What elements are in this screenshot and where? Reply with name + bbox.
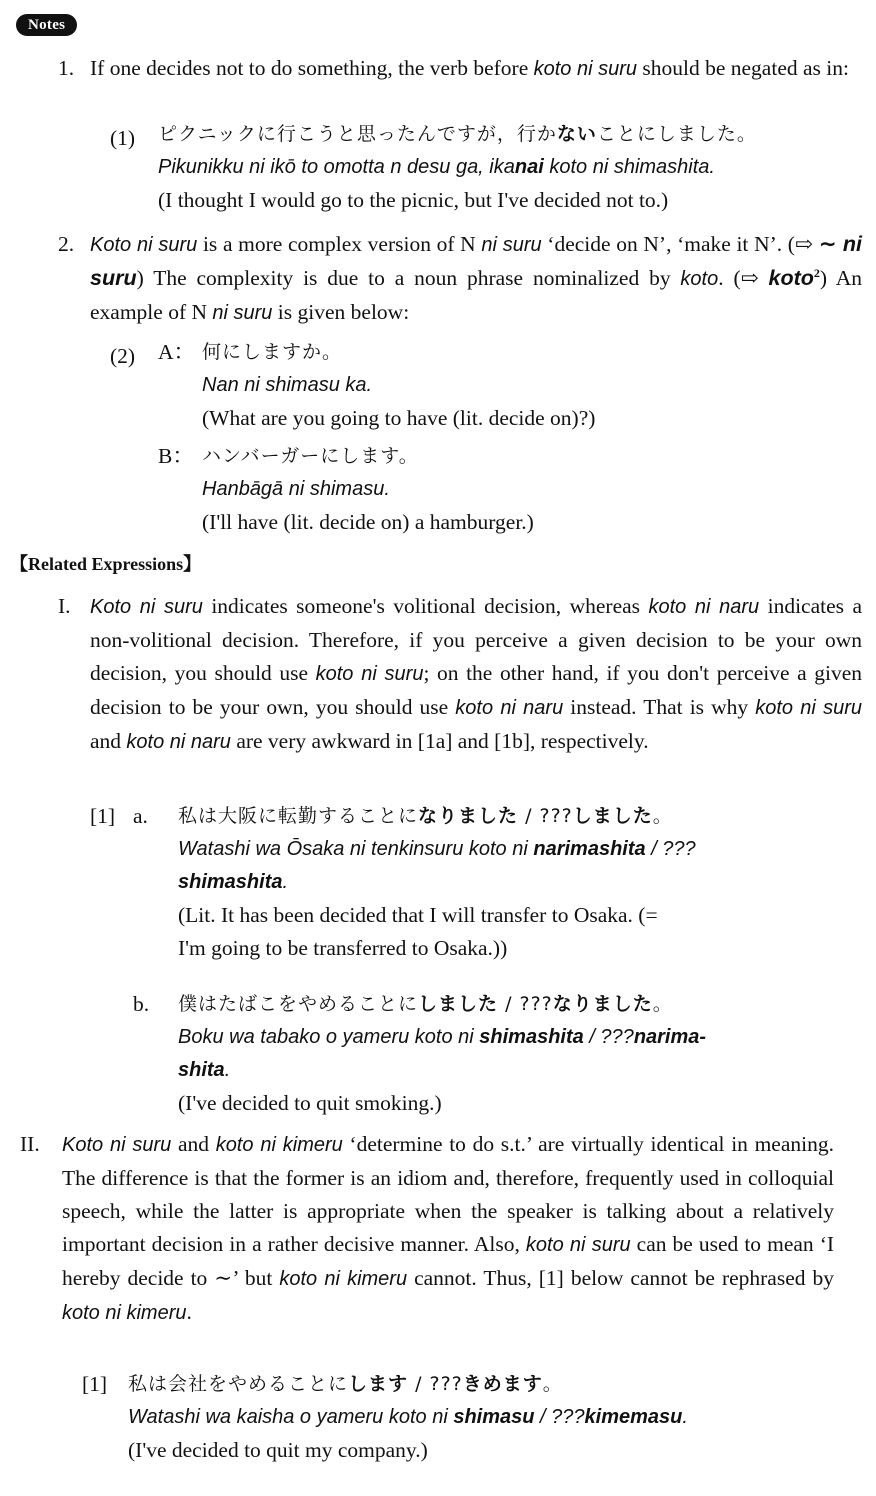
note-2-text: Koto ni suru is a more complex version of N ni suru ‘decide on N’, ‘make it N’. (⇨ ∼ ni suru) The complexity is due to a noun phrase nominalized by koto. (⇨ koto$^2$) An example of N ni suru is given below: <box>90 232 862 324</box>
example-2-number: (2) <box>110 344 136 368</box>
related-1-example-a-label: a. <box>133 804 148 828</box>
related-2-number: II. <box>20 1132 40 1156</box>
related-1-b-romaji-cont: shita. <box>178 1059 231 1081</box>
related-1-text: Koto ni suru indicates someone's volitional decision, whereas koto ni naru indicates a non-volitional decision. Therefore, if you perceive a given decision to be your own decision, you should use koto ni suru; on the other hand, if you don't perceive a given decision to be your own, you should use koto ni naru instead. That is why koto ni suru and koto ni naru are very awkward in [1a] and [1b], respectively. <box>90 594 863 753</box>
example-2-a <box>202 336 862 435</box>
related-1-a-english-2: I'm going to be transferred to Osaka.)) <box>178 936 508 960</box>
related-1-b-english: (I've decided to quit smoking.) <box>178 1091 442 1115</box>
example-1-number: (1) <box>110 126 136 150</box>
related-1-example-number: [1] <box>90 804 116 828</box>
note-1-text-b: should be negated as in: <box>637 56 849 80</box>
related-1-a-japanese: 私は大阪に転勤することになりました / ???しました。 <box>178 805 673 827</box>
note-1-text <box>90 52 862 86</box>
related-2-example-number: [1] <box>82 1372 108 1396</box>
note-2-number: 2. <box>58 232 75 256</box>
related-1-a-english-1: (Lit. It has been decided that I will transfer to Osaka. (= <box>178 903 658 927</box>
example-1-romaji: Pikunikku ni ikō to omotta n desu ga, ikanai koto ni shimashita. <box>158 156 715 178</box>
related-1-example-a <box>178 800 862 965</box>
note-1-text-a: If one decides not to do something, the verb before <box>90 56 534 80</box>
note-1-term: koto ni suru <box>533 58 637 80</box>
example-2-a-english: (What are you going to have (lit. decide on)?) <box>202 406 596 430</box>
example-2-a-romaji: Nan ni shimasu ka. <box>202 374 373 396</box>
related-2-japanese: 私は会社をやめることにします / ???きめます。 <box>128 1373 563 1395</box>
example-2-b-japanese: ハンバーガーにします。 <box>202 445 419 467</box>
related-2-example <box>128 1368 862 1467</box>
related-1-a-romaji-cont: shimashita. <box>178 871 289 893</box>
example-1-english: (I thought I would go to the picnic, but I've decided not to.) <box>158 188 669 212</box>
related-1-number: I. <box>58 594 71 618</box>
example-1-japanese: ピクニックに行こうと思ったんですが，行かないことにしました。 <box>158 123 757 145</box>
note-1-number: 1. <box>58 56 75 80</box>
related-1-b-japanese: 僕はたばこをやめることにしました / ???なりました。 <box>178 993 673 1015</box>
related-1-a-romaji: Watashi wa Ōsaka ni tenkinsuru koto ni narimashita / ??? <box>178 838 696 860</box>
related-2-english: (I've decided to quit my company.) <box>128 1438 428 1462</box>
related-2-romaji: Watashi wa kaisha o yameru koto ni shimasu / ???kimemasu. <box>128 1406 688 1428</box>
related-1-example-b-label: b. <box>133 992 150 1016</box>
example-2-b <box>202 440 862 539</box>
related-1-example-b <box>178 988 862 1120</box>
related-expressions-heading: 【Related Expressions】 <box>10 554 202 574</box>
example-1 <box>158 118 868 217</box>
example-2-a-japanese: 何にしますか。 <box>202 341 343 363</box>
example-2-b-english: (I'll have (lit. decide on) a hamburger.) <box>202 510 534 534</box>
notes-badge: Notes <box>16 14 77 36</box>
example-2-b-romaji: Hanbāgā ni shimasu. <box>202 478 390 500</box>
related-1-b-romaji: Boku wa tabako o yameru koto ni shimashita / ???narima- <box>178 1026 707 1048</box>
example-2-b-label: B： <box>158 444 194 468</box>
related-2-text: Koto ni suru and koto ni kimeru ‘determine to do s.t.’ are virtually identical in meaning. The difference is that the former is an idiom and, therefore, frequently used in colloquial speech, while the latter is appropriate when the speaker is talking about a relatively important decision in a rather decisive manner. Also, koto ni suru can be used to mean ‘I hereby decide to ∼’ but koto ni kimeru cannot. Thus, [1] below cannot be rephrased by koto ni kimeru. <box>62 1132 835 1324</box>
example-2-a-label: A： <box>158 340 196 364</box>
